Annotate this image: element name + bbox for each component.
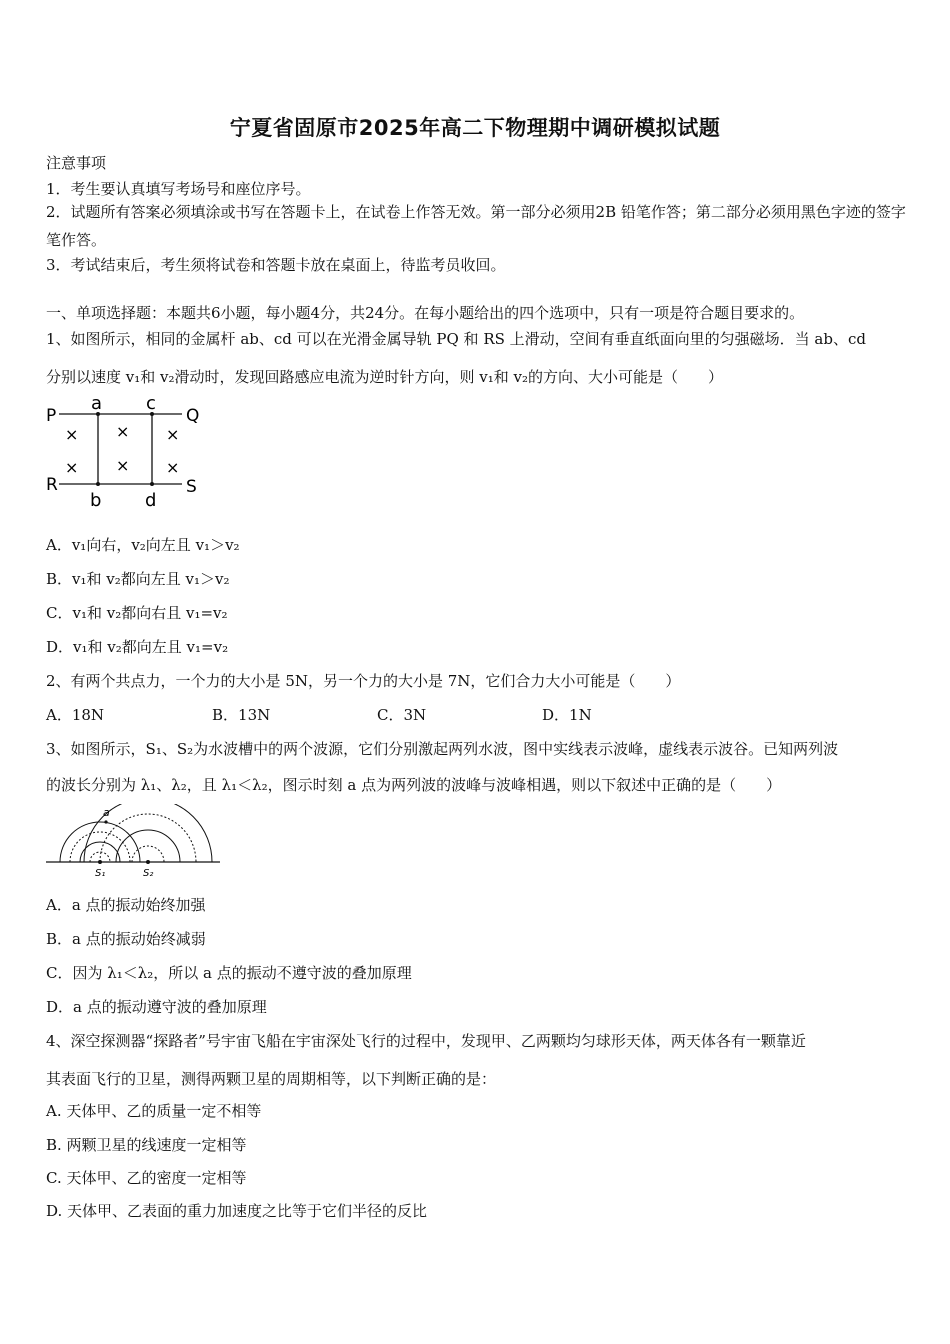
q2-option-c: C．3N [377, 706, 427, 724]
label-c: c [146, 393, 156, 414]
field-cross: × [116, 456, 130, 475]
label-S: S [186, 477, 197, 497]
section-heading: 一、单项选择题：本题共6小题，每小题4分，共24分。在每小题给出的四个选项中，只有一项是符合题目要求的。 [46, 304, 805, 322]
notice-item-2: 2．试题所有答案必须填涂或书写在答题卡上，在试卷上作答无效。第一部分必须用2B 铅笔作答；第二部分必须用黑色字迹的签字笔作答。 [46, 203, 906, 249]
q1-option-c: C．v₁和 v₂都向右且 v₁=v₂ [46, 604, 228, 622]
q4-option-d: D. 天体甲、乙表面的重力加速度之比等于它们半径的反比 [46, 1202, 428, 1220]
field-cross: × [116, 422, 130, 441]
field-cross: × [65, 458, 79, 477]
q1-stem-line1: 1、如图所示，相同的金属杆 ab、cd 可以在光滑金属导轨 PQ 和 RS 上滑动，空间有垂直纸面向里的匀强磁场．当 ab、cd [46, 330, 866, 348]
page-title: 宁夏省固原市2025年高二下物理期中调研模拟试题 [229, 116, 721, 140]
q2-option-a: A．18N [46, 706, 105, 724]
q3-option-c: C．因为 λ₁＜λ₂，所以 a 点的振动不遵守波的叠加原理 [46, 964, 412, 982]
q2-option-d: D．1N [542, 706, 592, 724]
point-a-label: a [103, 806, 110, 819]
notice-item-1: 1．考生要认真填写考场号和座位序号。 [46, 180, 311, 198]
q2-option-b: B．13N [212, 706, 271, 724]
q1-option-d: D．v₁和 v₂都向左且 v₁=v₂ [46, 638, 229, 656]
q2-stem: 2、有两个共点力，一个力的大小是 5N，另一个力的大小是 7N，它们合力大小可能是（ ） [46, 672, 681, 690]
q3-wave-figure [44, 804, 224, 880]
label-R: R [46, 475, 58, 495]
q4-stem-line2: 其表面飞行的卫星，测得两颗卫星的周期相等，以下判断正确的是： [46, 1070, 497, 1088]
q3-stem-line1: 3、如图所示，S₁、S₂为水波槽中的两个波源，它们分别激起两列水波，图中实线表示波峰，虚线表示波谷。已知两列波 [46, 740, 839, 758]
field-cross: × [166, 458, 180, 477]
q3-option-a: A．a 点的振动始终加强 [46, 896, 206, 914]
q4-stem-line1: 4、深空探测器“探路者”号宇宙飞船在宇宙深处飞行的过程中，发现甲、乙两颗均匀球形天体，两天体各有一颗靠近 [46, 1032, 806, 1050]
q1-rail-figure [44, 392, 214, 514]
q1-option-b: B．v₁和 v₂都向左且 v₁＞v₂ [46, 570, 230, 588]
label-P: P [46, 406, 57, 426]
q4-option-a: A. 天体甲、乙的质量一定不相等 [46, 1102, 262, 1120]
q1-stem-line2: 分别以速度 v₁和 v₂滑动时，发现回路感应电流为逆时针方向，则 v₁和 v₂的方向、大小可能是（ ） [46, 368, 724, 386]
field-cross: × [166, 425, 180, 444]
q3-option-b: B．a 点的振动始终减弱 [46, 930, 206, 948]
label-b: b [90, 490, 102, 511]
q1-option-a: A．v₁向右，v₂向左且 v₁＞v₂ [46, 536, 240, 554]
source-s1-label: S₁ [95, 868, 106, 879]
label-Q: Q [186, 406, 200, 426]
source-s2-label: S₂ [143, 868, 154, 879]
q4-option-b: B. 两颗卫星的线速度一定相等 [46, 1136, 247, 1154]
label-d: d [145, 490, 157, 511]
q4-option-c: C. 天体甲、乙的密度一定相等 [46, 1169, 247, 1187]
q3-stem-line2: 的波长分别为 λ₁、λ₂，且 λ₁＜λ₂，图示时刻 a 点为两列波的波峰与波峰相遇，则以下叙述中正确的是（ ） [46, 776, 782, 794]
field-cross: × [65, 425, 79, 444]
label-a: a [91, 393, 103, 414]
q3-option-d: D．a 点的振动遵守波的叠加原理 [46, 998, 267, 1016]
notice-item-3: 3．考试结束后，考生须将试卷和答题卡放在桌面上，待监考员收回。 [46, 256, 506, 274]
notice-heading: 注意事项 [46, 154, 107, 172]
